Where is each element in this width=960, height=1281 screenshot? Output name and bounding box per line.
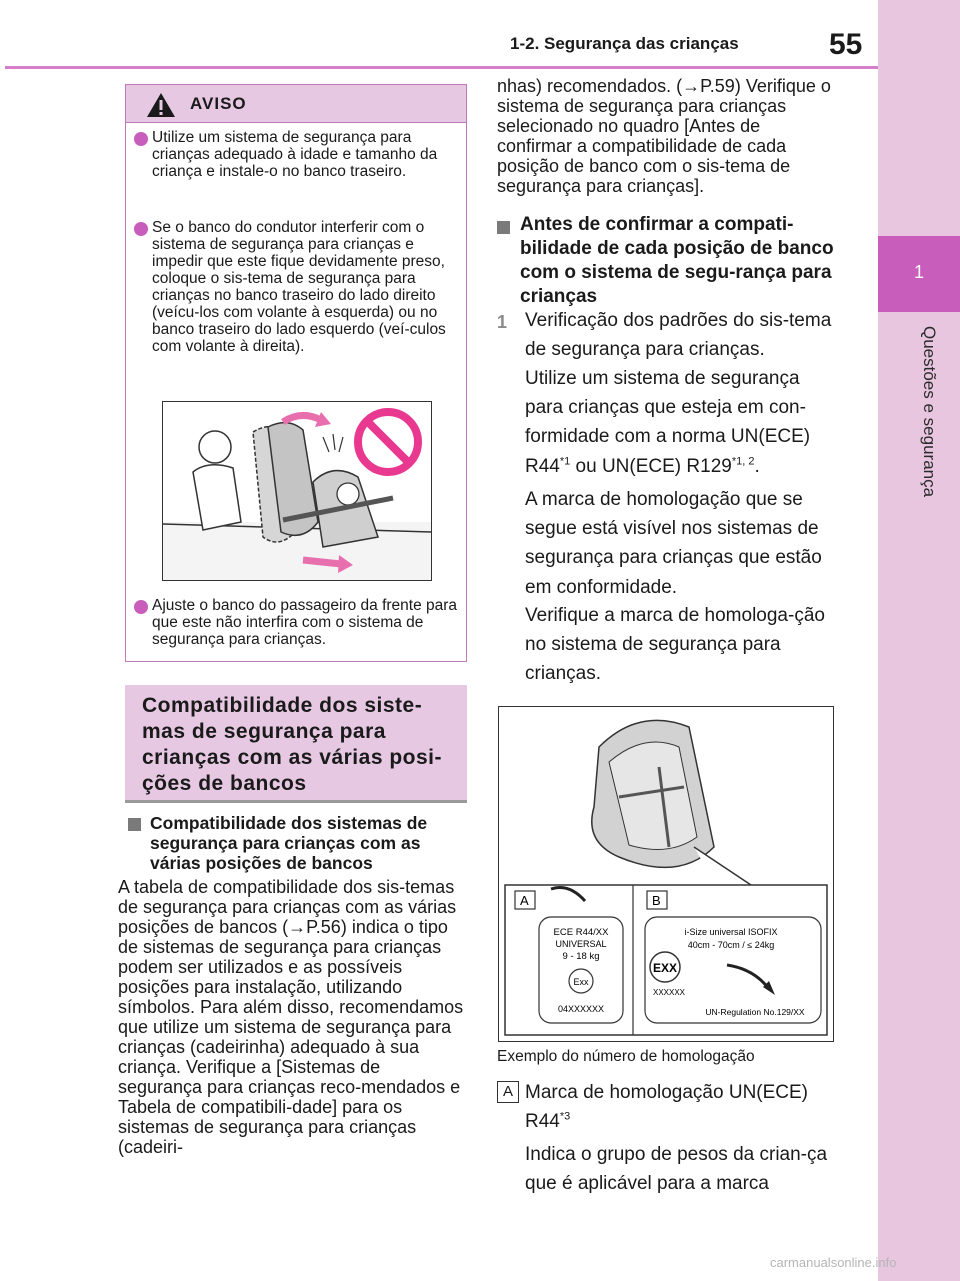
bullet-icon — [134, 132, 148, 146]
header-divider — [5, 66, 878, 69]
bullet-icon — [134, 222, 148, 236]
label-b: B — [652, 893, 661, 908]
section-heading-box — [125, 685, 467, 803]
step-title: Verificação dos padrões do sis-tema de segurança para crianças. — [525, 310, 832, 361]
square-bullet-icon — [497, 221, 510, 234]
square-bullet-icon — [128, 818, 141, 831]
item-label-a: A — [497, 1081, 519, 1103]
header-section-title: 1-2. Segurança das crianças — [510, 34, 739, 53]
universal-label: UNIVERSAL — [555, 939, 607, 949]
bullet-icon — [134, 600, 148, 614]
chapter-side-strip — [878, 0, 960, 1281]
page-link[interactable]: P.56 — [306, 917, 341, 937]
step-paragraph-3: Verifique a marca de homologa-ção no sistema de segurança para crianças. — [525, 605, 825, 685]
subsection-title: Antes de confirmar a compati-bilidade de cada posição de banco com o sistema de segu-rança para crianças — [520, 214, 834, 307]
warning-item-1: Utilize um sistema de segurança para crianças adequado à idade e tamanho da criança e instale-o no banco traseiro. — [152, 129, 438, 180]
approval-mark-illustration — [498, 706, 834, 1042]
warning-item-3: Ajuste o banco do passageiro da frente para que este não interfira com o sistema de segurança para crianças. — [152, 597, 458, 648]
isize-line-1: i-Size universal ISOFIX — [684, 927, 778, 937]
warning-triangle-icon — [146, 92, 176, 118]
subsection-paragraph: A tabela de compatibilidade dos sis-temas de segurança para crianças com as várias posições de bancos (→P.56) indica o tipo de sistemas de segurança para crianças podem ser utilizados e as possíveis posições para instalação, utilizando símbolos. Para além disso, recomendamos que utilize um sistema de segurança para crianças (cadeirinha) adequado à sua criança. Verifique a [Sistemas de segurança para crianças reco-mendados e Tabela de compatibili-dade] para os sistemas de segurança para crianças (cadeiri- — [118, 877, 464, 1157]
warning-label: AVISO — [190, 94, 247, 113]
subsection-title: Compatibilidade dos sistemas de segurança para crianças com as várias posições de bancos — [150, 813, 428, 873]
exx-mark-b: EXX — [652, 961, 678, 975]
page-link[interactable]: P.59 — [700, 76, 735, 96]
figure-caption: Exemplo do número de homologação — [497, 1048, 755, 1065]
seat-interference-illustration — [162, 401, 432, 581]
ece-line: ECE R44/XX — [553, 927, 609, 938]
regulation-label: UN-Regulation No.129/XX — [705, 1007, 805, 1017]
item-a-text: Indica o grupo de pesos da crian-ça que é aplicável para a marca — [525, 1144, 828, 1195]
continuation-paragraph: nhas) recomendados. (→P.59) Verifique o sistema de segurança para crianças selecionado no quadro [Antes de confirmar a compatibilidade de cada posição de banco com o sis-tema de segurança para crianças]. — [497, 76, 831, 196]
warning-item-2: Se o banco do condutor interferir com o sistema de segurança para crianças e impedir que este fique devidamente preso, coloque o sis-tema de segurança para crianças no banco traseiro do lado direito (veícu-los com volante à esquerda) ou no banco traseiro do lado esquerdo (veí-culos com volante à direita). — [152, 219, 446, 355]
warning-header — [126, 85, 466, 123]
page-number: 55 — [829, 28, 863, 61]
step-paragraph-1: Utilize um sistema de segurança para crianças que esteja em con-formidade com a norma UN(ECE) R44$^{*1}$ ou UN(ECE) R129$^{*1, 2}$. — [525, 368, 811, 477]
footer-watermark: carmanualsonline.info — [770, 1255, 897, 1270]
step-paragraph-2: A marca de homologação que se segue está visível nos sistemas de segurança para crianças que estão em conformidade. — [525, 489, 822, 598]
isize-line-2: 40cm - 70cm / ≤ 24kg — [687, 940, 775, 950]
approval-number-b: XXXXXX — [653, 988, 686, 997]
chapter-number: 1 — [913, 262, 924, 282]
label-a: A — [520, 893, 529, 908]
section-title: Compatibilidade dos siste-mas de segurança para crianças com as várias posi-ções de bancos — [142, 694, 442, 795]
warning-box — [125, 84, 467, 662]
chapter-label: Questões e segurança — [920, 326, 939, 498]
approval-number-a: 04XXXXXX — [557, 1004, 605, 1014]
exx-mark-a: Exx — [573, 977, 589, 987]
weight-label: 9 - 18 kg — [562, 951, 600, 962]
step-number: 1 — [497, 312, 508, 332]
item-a-title: Marca de homologação UN(ECE) R44$^{*3}$ — [525, 1082, 809, 1133]
